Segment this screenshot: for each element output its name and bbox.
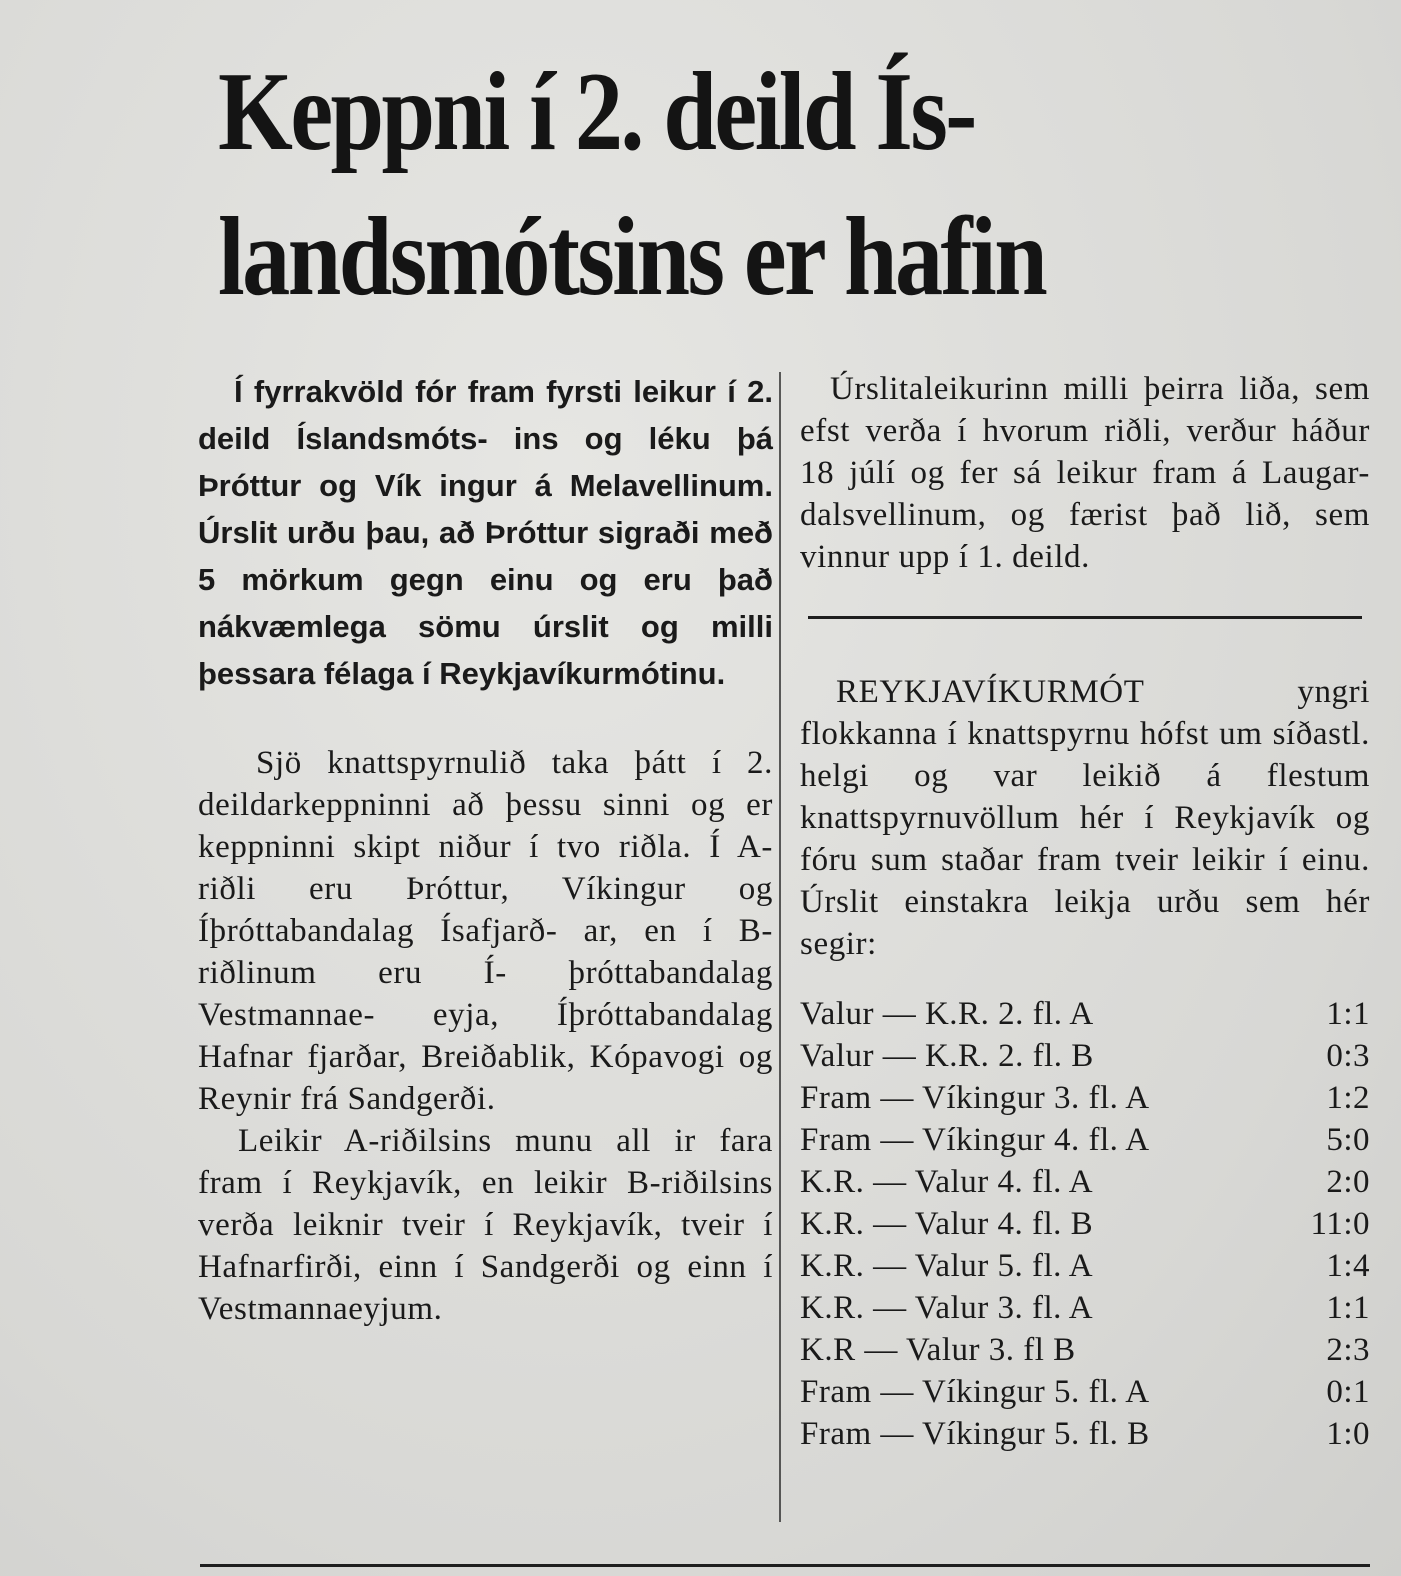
youth-tournament-paragraph: REYKJAVÍKURMÓT yngri flokkanna í knattspyrnu hófst um síðastl. helgi og var leikið á flestum knattspyrnuvöllum hér í Reykjavík og fóru sum staðar fram tveir leikir í einu. Úrslit einstakra leikja urðu sem hér segir: xyxy=(800,674,1370,962)
final-match-paragraph: Úrslitaleikurinn milli þeirra liða, sem efst verða í hvorum riðli, verður háður 18 júlí og fer sá leikur fram á Laugar- dalsvellinum, og færist það lið, sem vinnur upp í 1. deild. xyxy=(800,371,1370,575)
result-match: Fram — Víkingur 5. fl. B xyxy=(800,1416,1150,1452)
result-score: 2:3 xyxy=(1326,1332,1370,1368)
result-match: Valur — K.R. 2. fl. A xyxy=(800,996,1094,1032)
result-match: K.R. — Valur 4. fl. B xyxy=(800,1206,1094,1242)
result-row xyxy=(800,993,1370,1035)
result-row xyxy=(800,1035,1370,1077)
result-match: Fram — Víkingur 5. fl. A xyxy=(800,1374,1150,1410)
result-row xyxy=(800,1161,1370,1203)
headline-line-1: Keppni í 2. deild Ís- xyxy=(218,50,975,174)
result-score: 1:1 xyxy=(1326,996,1370,1032)
result-row xyxy=(800,1077,1370,1119)
headline-line-2: landsmótsins er hafin xyxy=(218,195,1046,319)
result-score: 1:2 xyxy=(1326,1080,1370,1116)
result-row xyxy=(800,1413,1370,1455)
result-score: 11:0 xyxy=(1310,1206,1370,1242)
left-column xyxy=(198,368,773,1330)
teams-paragraph: Sjö knattspyrnulið taka þátt í 2. deildarkeppninni að þessu sinni og er keppninni skipt niður í tvo riðla. Í A- riðli eru Þróttur, Víkingur og Íþróttabandalag Ísafjarð- ar, en í B-riðlinum eru Í- þróttabandalag Vestmannae- eyja, Íþróttabandalag Hafnar fjarðar, Breiðablik, Kópavogi og Reynir frá Sandgerði. xyxy=(198,745,773,1117)
result-row xyxy=(800,1119,1370,1161)
result-score: 1:0 xyxy=(1326,1416,1370,1452)
bottom-rule xyxy=(200,1564,1370,1567)
right-column xyxy=(800,368,1370,1455)
result-match: Valur — K.R. 2. fl. B xyxy=(800,1038,1094,1074)
column-divider xyxy=(779,372,781,1522)
result-match: K.R — Valur 3. fl B xyxy=(800,1332,1076,1368)
result-score: 0:3 xyxy=(1326,1038,1370,1074)
result-row xyxy=(800,1371,1370,1413)
result-match: Fram — Víkingur 4. fl. A xyxy=(800,1122,1150,1158)
result-score: 5:0 xyxy=(1326,1122,1370,1158)
result-score: 1:4 xyxy=(1326,1248,1370,1284)
venues-paragraph: Leikir A-riðilsins munu all ir fara fram í Reykjavík, en leikir B-riðilsins verða leiknir tveir í Reykjavík, tveir í Hafnarfirði, einn í Sandgerði og einn í Vestmannaeyjum. xyxy=(198,1123,773,1327)
result-row xyxy=(800,1245,1370,1287)
result-score: 1:1 xyxy=(1326,1290,1370,1326)
result-score: 0:1 xyxy=(1326,1374,1370,1410)
result-match: K.R. — Valur 5. fl. A xyxy=(800,1248,1094,1284)
result-row xyxy=(800,1329,1370,1371)
section-rule xyxy=(808,616,1362,619)
result-match: K.R. — Valur 4. fl. A xyxy=(800,1164,1094,1200)
result-match: K.R. — Valur 3. fl. A xyxy=(800,1290,1094,1326)
result-row xyxy=(800,1203,1370,1245)
result-score: 2:0 xyxy=(1326,1164,1370,1200)
lede-paragraph: Í fyrrakvöld fór fram fyrsti leikur í 2. deild Íslandsmóts- ins og léku þá Þróttur og Vík ingur á Melavellinum. Úrslit urðu þau, að Þróttur sigraði með 5 mörkum gegn einu og eru það nákvæmlega sömu úrslit og milli þessara félaga í Reykjavíkurmótinu. xyxy=(198,374,773,691)
results-list xyxy=(800,993,1370,1455)
headline xyxy=(218,40,1155,330)
result-match: Fram — Víkingur 3. fl. A xyxy=(800,1080,1150,1116)
result-row xyxy=(800,1287,1370,1329)
